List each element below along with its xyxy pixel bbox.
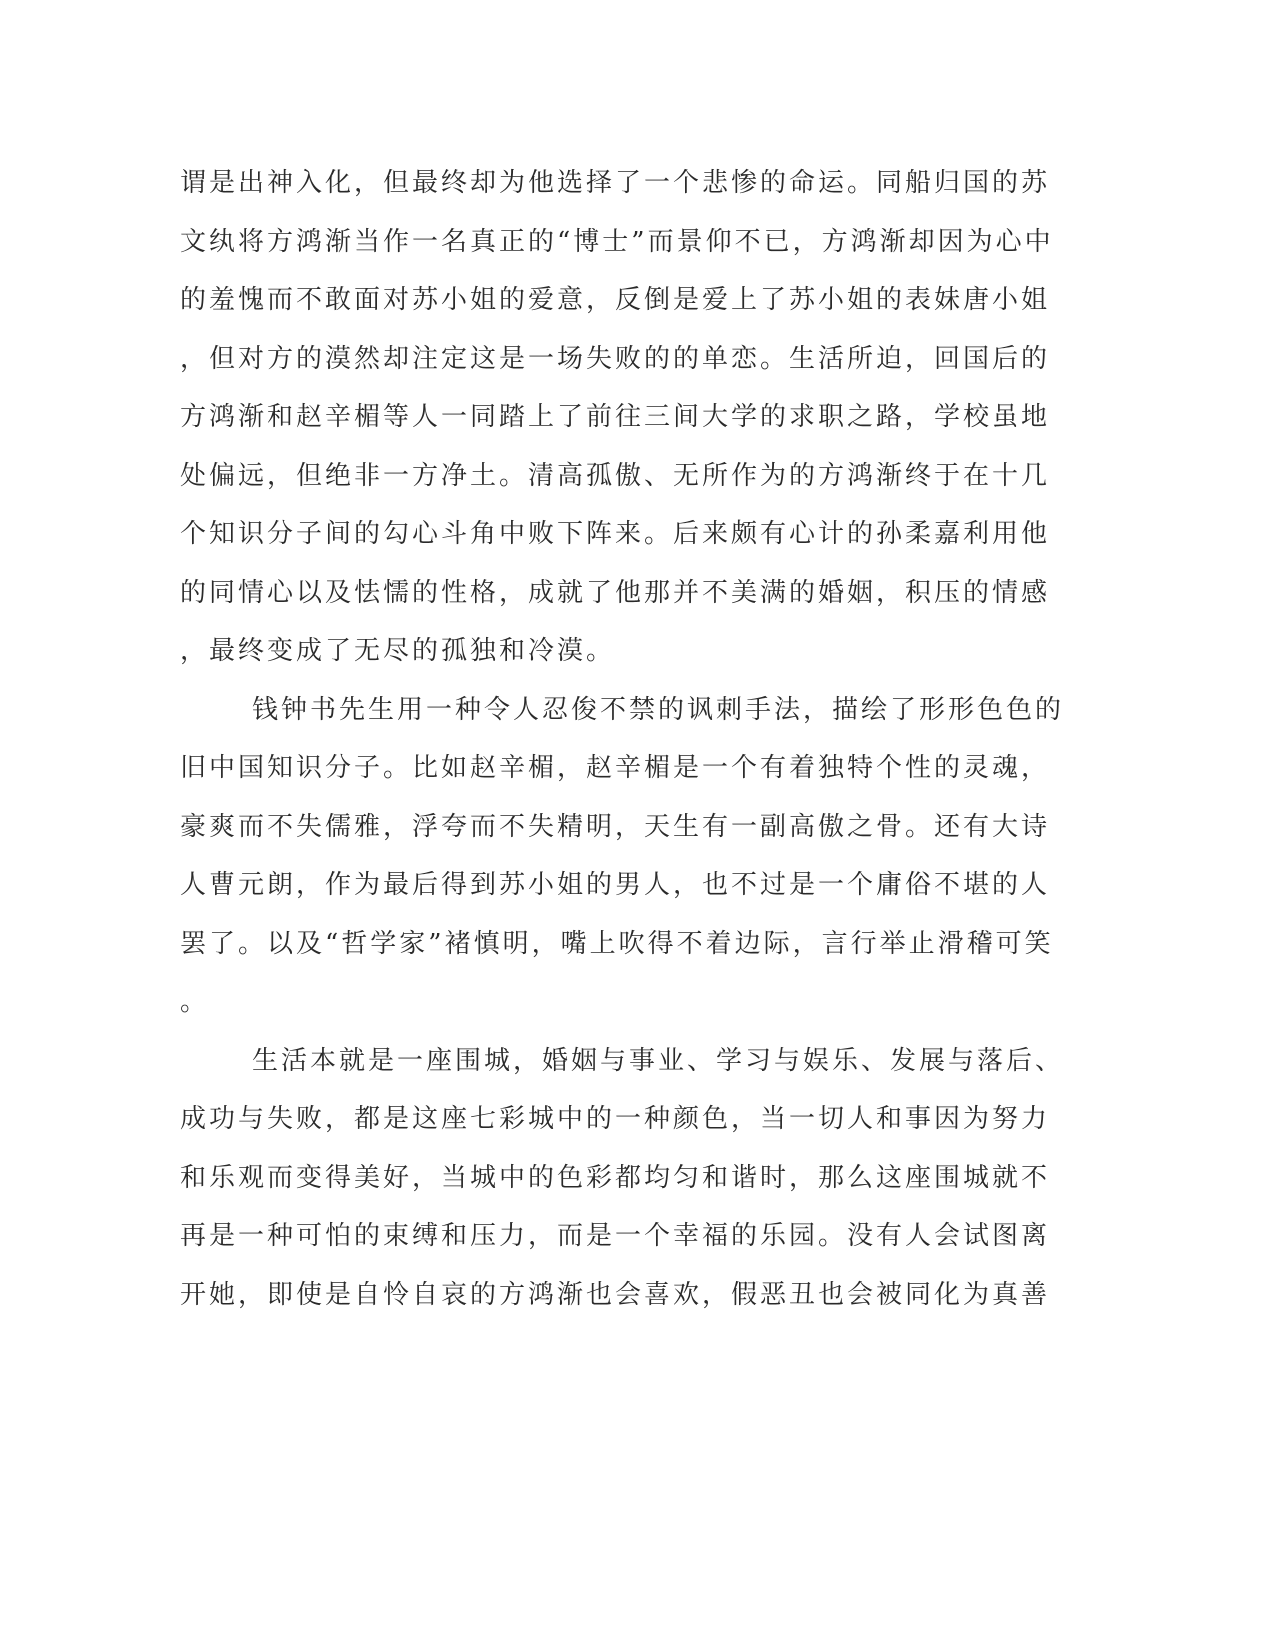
paragraph-3-line-1: 生活本就是一座围城，婚姻与事业、学习与娱乐、发展与落后、: [252, 1045, 1065, 1076]
paragraph-3-line-2: 成功与失败，都是这座七彩城中的一种颜色，当一切人和事因为努力: [180, 1104, 1051, 1134]
paragraph-1-line-3: 的羞愧而不敢面对苏小姐的爱意，反倒是爱上了苏小姐的表妹唐小姐: [180, 285, 1051, 315]
paragraph-2-line-1: 钱钟书先生用一种令人忍俊不禁的讽刺手法，描绘了形形色色的: [252, 694, 1065, 725]
paragraph-1-line-8: 的同情心以及怯懦的性格，成就了他那并不美满的婚姻，积压的情感: [180, 577, 1051, 608]
body-text: [180, 158, 1065, 1328]
paragraph-2-line-2: 旧中国知识分子。比如赵辛楣，赵辛楣是一个有着独特个性的灵魂，: [180, 753, 1051, 783]
paragraph-2-line-3: 豪爽而不失儒雅，浮夸而不失精明，天生有一副高傲之骨。还有大诗: [180, 811, 1051, 842]
paragraph-3-line-4: 再是一种可怕的束缚和压力，而是一个幸福的乐园。没有人会试图离: [180, 1221, 1051, 1251]
paragraph-1-line-2: 文纨将方鸿渐当作一名真正的“博士”而景仰不已，方鸿渐却因为心中: [180, 226, 1054, 257]
paragraph-1-line-7: 个知识分子间的勾心斗角中败下阵来。后来颇有心计的孙柔嘉利用他: [180, 519, 1051, 549]
paragraph-1-line-1: 谓是出神入化，但最终却为他选择了一个悲惨的命运。同船归国的苏: [180, 168, 1051, 198]
paragraph-1-line-4: ，但对方的漠然却注定这是一场失败的的单恋。生活所迫，回国后的: [180, 343, 1051, 374]
paragraph-2-line-5: 罢了。以及“哲学家”褚慎明，嘴上吹得不着边际，言行举止滑稽可笑: [180, 928, 1054, 959]
paragraph-2-line-4: 人曹元朗，作为最后得到苏小姐的男人，也不过是一个庸俗不堪的人: [180, 870, 1051, 900]
paragraph-1-line-5: 方鸿渐和赵辛楣等人一同踏上了前往三间大学的求职之路，学校虽地: [180, 402, 1051, 432]
paragraph-3-line-5: 开她，即使是自怜自哀的方鸿渐也会喜欢，假恶丑也会被同化为真善: [180, 1279, 1051, 1310]
paragraph-1-line-9: ，最终变成了无尽的孤独和冷漠。: [180, 636, 616, 666]
paragraph-3-line-3: 和乐观而变得美好，当城中的色彩都均匀和谐时，那么这座围城就不: [180, 1162, 1051, 1193]
paragraph-1-line-6: 处偏远，但绝非一方净土。清高孤傲、无所作为的方鸿渐终于在十几: [180, 460, 1051, 491]
paragraph-2-line-6: 。: [180, 987, 210, 1017]
